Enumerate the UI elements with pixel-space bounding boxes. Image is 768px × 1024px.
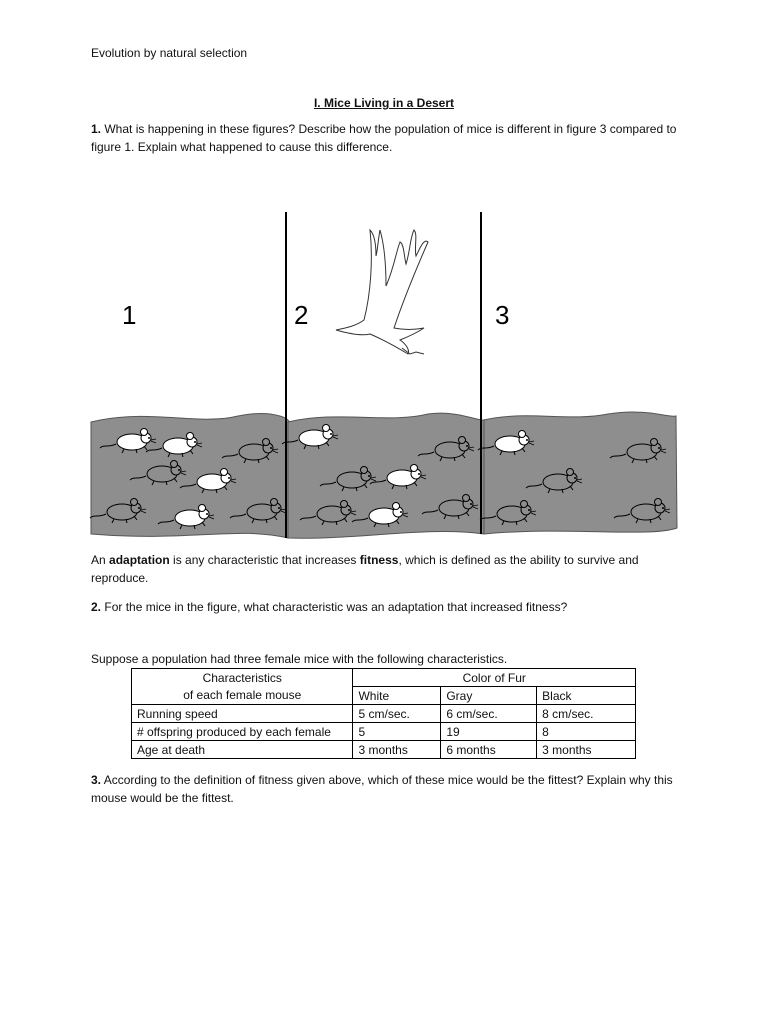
- table-header-characteristics-line1: Characteristics: [132, 669, 353, 687]
- table-cell: 3 months: [353, 741, 441, 759]
- row-label: Running speed: [132, 705, 353, 723]
- table-intro: Suppose a population had three female mice with the following characteristics.: [91, 652, 508, 666]
- question-2: [91, 598, 681, 616]
- question-1-text: What is happening in these figures? Describe how the population of mice is different in figure 3 compared to figure 1. Explain what happened to cause this difference.: [91, 122, 677, 154]
- table-row: [132, 741, 636, 759]
- mouse-characteristics-table: [131, 668, 636, 759]
- column-header-white: White: [353, 687, 441, 705]
- table-cell: 3 months: [537, 741, 636, 759]
- table-cell: 8 cm/sec.: [537, 705, 636, 723]
- document-header: Evolution by natural selection: [91, 46, 248, 60]
- table-cell: 19: [441, 723, 537, 741]
- section-title: I. Mice Living in a Desert: [313, 96, 455, 110]
- mice-figure: [88, 208, 680, 540]
- table-cell: 8: [537, 723, 636, 741]
- table-subheader-row: [132, 687, 636, 705]
- adaptation-definition: [91, 551, 681, 587]
- row-label: Age at death: [132, 741, 353, 759]
- question-2-text: For the mice in the figure, what characteristic was an adaptation that increased fitness?: [104, 600, 568, 614]
- question-1-number: 1.: [91, 122, 102, 136]
- question-3: [91, 771, 681, 807]
- table-cell: 6 cm/sec.: [441, 705, 537, 723]
- column-header-black: Black: [537, 687, 636, 705]
- table-header-characteristics-line2: of each female mouse: [132, 687, 353, 705]
- adaptation-text-pre: An: [91, 553, 110, 567]
- question-3-text: According to the definition of fitness given above, which of these mice would be the fittest? Explain why this mouse would be the fittest.: [91, 773, 673, 805]
- table-cell: 6 months: [441, 741, 537, 759]
- fitness-term: fitness: [359, 553, 399, 567]
- panel-label-1: 1: [122, 300, 137, 330]
- question-3-number: 3.: [91, 773, 102, 787]
- adaptation-text-mid: is any characteristic that increases: [169, 553, 360, 567]
- hawk-icon: [336, 230, 428, 354]
- table-cell: 5 cm/sec.: [353, 705, 441, 723]
- table-cell: 5: [353, 723, 441, 741]
- column-header-gray: Gray: [441, 687, 537, 705]
- adaptation-text-post: , which is defined as the ability to survive and reproduce.: [91, 553, 639, 585]
- table-header-fur-color: Color of Fur: [353, 669, 636, 687]
- panel-label-2: 2: [294, 300, 309, 330]
- adaptation-term: adaptation: [109, 553, 170, 567]
- question-1: [91, 120, 681, 156]
- row-label: # offspring produced by each female: [132, 723, 353, 741]
- table-row: [132, 705, 636, 723]
- table-header-row: [132, 669, 636, 687]
- question-2-number: 2.: [91, 600, 102, 614]
- table-row: [132, 723, 636, 741]
- panel-label-3: 3: [495, 300, 510, 330]
